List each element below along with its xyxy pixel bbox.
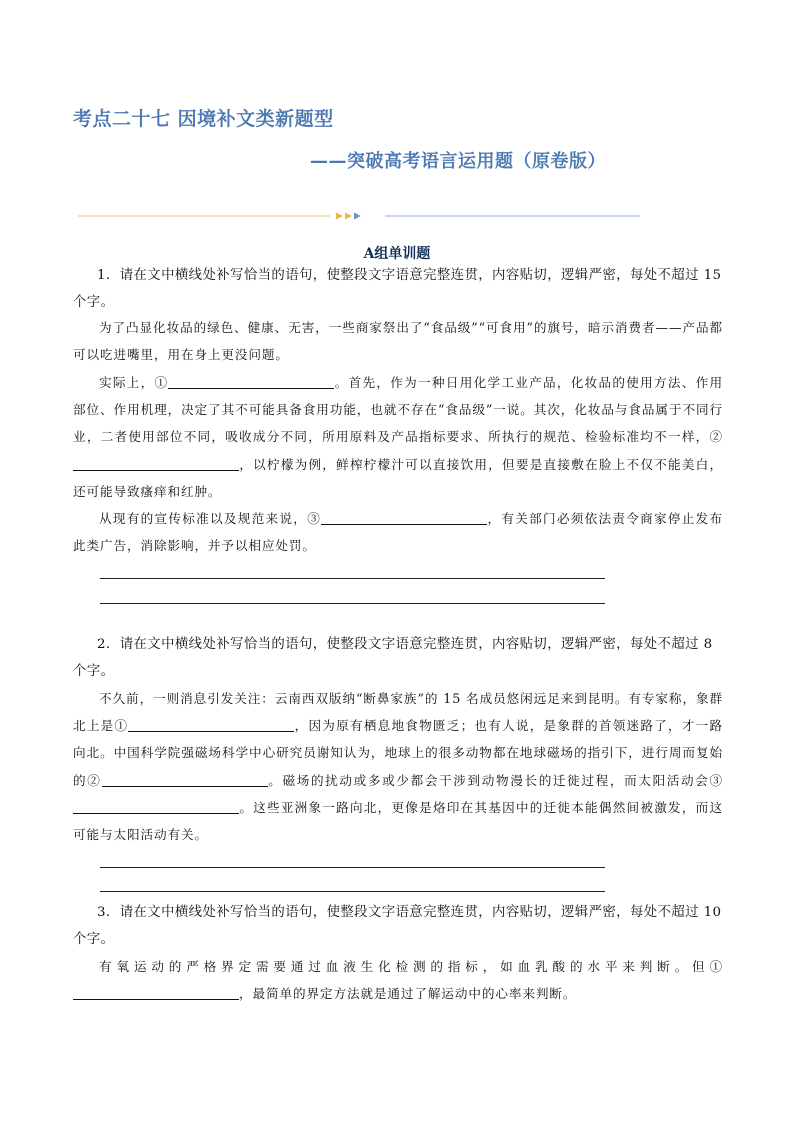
blank-1[interactable] [73,985,239,1000]
question-1-paragraph-2: 实际上，① 。首先，作为一种日用化学工业产品，化妆品的使用方法、作用部位、作用机理，决定了其不可能具备食用功能，也就不存在“食品级”一说。其次，化妆品与食品属于不同行业，二者使用部位不同，吸收成分不同，所用原料及产品指标要求、所执行的规范、检验标准均不一样，②，以柠檬为例，鲜榨柠檬汁可以直接饮用，但要是直接敷在脸上不仅不能美白，还可能导致瘙痒和红肿。 [73,375,723,499]
decorative-divider [78,208,640,224]
arrow-icon [354,213,361,220]
answer-line[interactable] [100,891,605,892]
arrow-icon [336,213,343,220]
question-1-prompt: 1．请在文中横线处补写恰当的语句，使整段文字语意完整连贯，内容贴切，逻辑严密，每处不超过 15 个字。 [73,268,722,310]
question-2-prompt: 2．请在文中横线处补写恰当的语句，使整段文字语意完整连贯，内容贴切，逻辑严密，每处不超过 8 个字。 [73,637,713,679]
section-title: A组单训题 [363,246,431,262]
answer-line[interactable] [100,867,605,868]
blank-2[interactable] [102,772,268,787]
answer-line[interactable] [100,603,605,604]
blank-3[interactable] [321,510,487,525]
blank-3[interactable] [73,799,239,814]
arrow-icon [345,213,352,220]
blank-1[interactable] [128,717,294,732]
question-3-paragraph: 有氧运动的严格界定需要通过血液生化检测的指标，如血乳酸的水平来判断。但①，最简单的界定方法就是通过了解运动中的心率来判断。 [73,953,723,1007]
question-3-prompt: 3．请在文中横线处补写恰当的语句，使整段文字语意完整连贯，内容贴切，逻辑严密，每处不超过 10 个字。 [73,905,722,947]
answer-line[interactable] [100,578,605,579]
blank-2[interactable] [73,456,239,471]
question-1-paragraph-3: 从现有的宣传标准以及规范来说，③ ，有关部门必须依法责令商家停止发布此类广告，消除影响，并予以相应处罚。 [73,511,724,554]
page-title: 考点二十七 因境补文类新题型 [73,108,334,130]
question-1-paragraph-1: 为了凸显化妆品的绿色、健康、无害，一些商家祭出了“食品级”“可食用”的旗号，暗示消费者——产品都可以吃进嘴里，用在身上更没问题。 [73,320,723,363]
question-2-paragraph: 不久前，一则消息引发关注：云南西双版纳“断鼻家族”的 15 名成员悠闲远足来到昆明。有专家称，象群北上是① ，因为原有栖息地食物匮乏；也有人说，是象群的首领迷路了，才一路向北。中国科学院强磁场科学中心研究员谢知认为，地球上的很多动物都在地球磁场的指引下，进行周而复始的② 。磁场的扰动或多或少都会干涉到动物漫长的迁徙过程，而太阳活动会③。这些亚洲象一路向北，更像是烙印在其基因中的迁徙本能偶然间被激发，而这可能与太阳活动有关。 [73,691,724,843]
blank-1[interactable] [168,374,334,389]
page-subtitle: ——突破高考语言运用题（原卷版） [310,151,606,172]
